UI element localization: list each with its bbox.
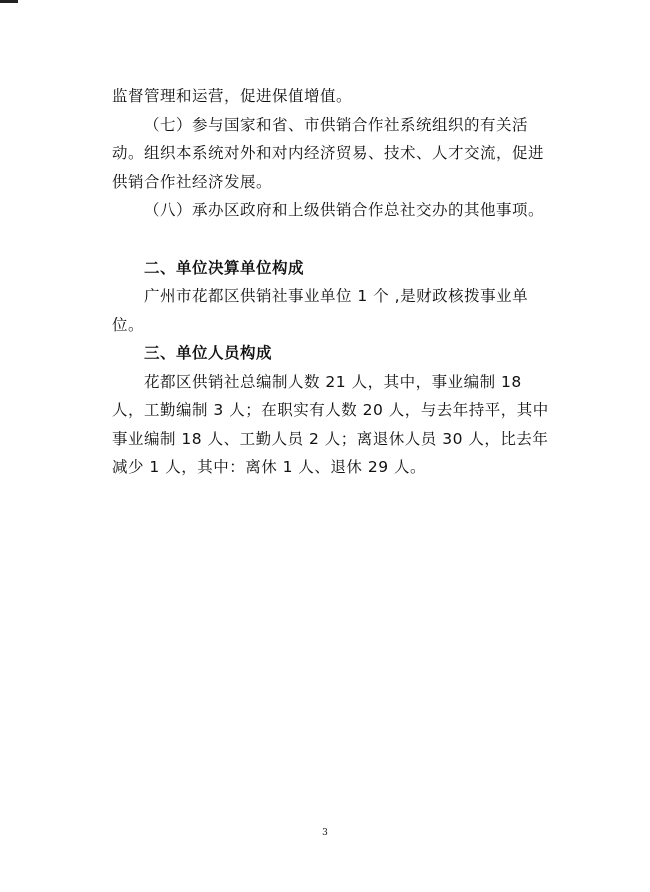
section-heading-unit-composition: 二、单位决算单位构成 xyxy=(144,258,305,277)
section-body-staff-composition: 花都区供销社总编制人数 21 人，其中，事业编制 18 人，工勤编制 3 人；在职实有人数 20 人，与去年持平，其中事业编制 18 人、工勤人员 2 人；离退休人员 30 人，比去年减少 1 人，其中：离休 1 人、退休 29 人。 xyxy=(112,372,549,476)
section-body-unit-composition: 广州市花都区供销社事业单位 1 个 ,是财政核拨事业单位。 xyxy=(112,287,529,334)
document-body xyxy=(112,82,558,482)
paragraph-continuation: 监督管理和运营，促进保值增值。 xyxy=(112,87,353,105)
paragraph-item-8: （八）承办区政府和上级供销合作总社交办的其他事项。 xyxy=(144,201,545,219)
section-heading-staff-composition: 三、单位人员构成 xyxy=(144,344,273,362)
scan-edge-mark xyxy=(0,0,18,3)
page-number: 3 xyxy=(322,828,328,838)
paragraph-item-7: （七）参与国家和省、市供销合作社系统组织的有关活动。组织本系统对外和对内经济贸易、技术、人才交流，促进供销合作社经济发展。 xyxy=(112,115,545,191)
